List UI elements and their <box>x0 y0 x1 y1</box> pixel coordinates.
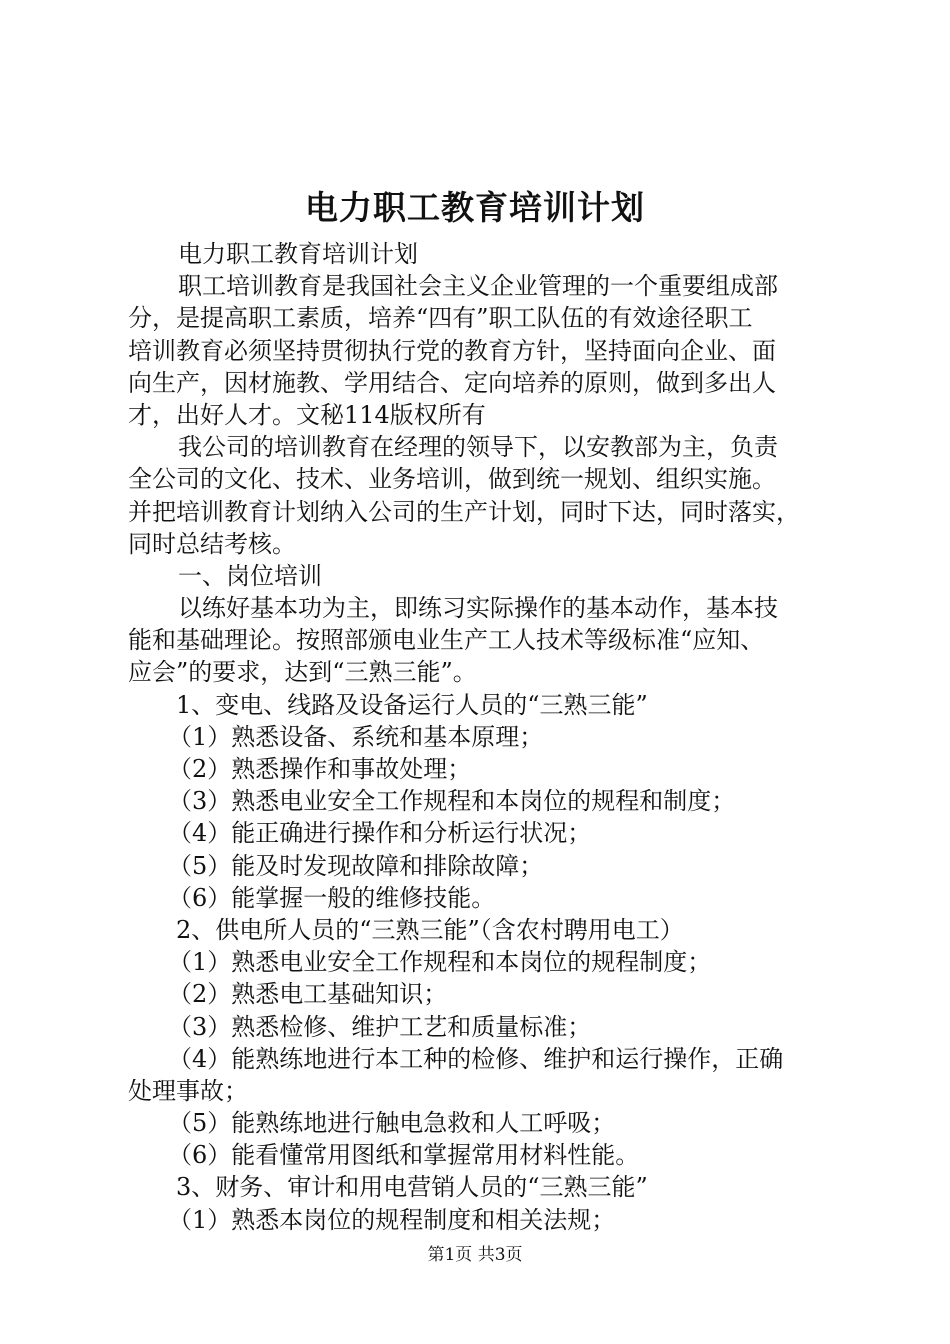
subsection-heading: 3、财务、审计和用电营销人员的“三熟三能” <box>176 1173 648 1202</box>
paragraph-line: 我公司的培训教育在经理的领导下，以安教部为主，负责 <box>178 433 778 462</box>
subsection-heading: 2、供电所人员的“三熟三能”（含农村聘用电工） <box>176 915 684 944</box>
list-item: （4）能正确进行操作和分析运行状况； <box>168 819 592 848</box>
document-title: 电力职工教育培训计划 <box>305 188 645 227</box>
paragraph-line: 以练好基本功为主，即练习实际操作的基本动作，基本技 <box>178 594 778 623</box>
paragraph-line: 向生产，因材施教、学用结合、定向培养的原则，做到多出人 <box>128 368 776 397</box>
paragraph-line: 全公司的文化、技术、业务培训，做到统一规划、组织实施。 <box>128 465 776 494</box>
paragraph-line: 处理事故； <box>128 1076 248 1105</box>
paragraph-line: 职工培训教育是我国社会主义企业管理的一个重要组成部 <box>178 272 778 301</box>
document-body <box>128 238 838 1236</box>
list-item: （1）熟悉本岗位的规程制度和相关法规； <box>168 1205 616 1234</box>
paragraph-line: 并把培训教育计划纳入公司的生产计划，同时下达，同时落实， <box>128 497 800 526</box>
list-item: （5）能熟练地进行触电急救和人工呼吸； <box>168 1109 616 1138</box>
paragraph-line: 培训教育必须坚持贯彻执行党的教育方针，坚持面向企业、面 <box>128 336 776 365</box>
paragraph-line: 应会”的要求，达到“三熟三能”。 <box>128 658 477 687</box>
paragraph-line: 电力职工教育培训计划 <box>178 240 418 268</box>
paragraph-line: 同时总结考核。 <box>128 529 296 558</box>
list-item: （6）能看懂常用图纸和掌握常用材料性能。 <box>168 1141 640 1170</box>
list-item: （1）熟悉电业安全工作规程和本岗位的规程制度； <box>168 948 712 977</box>
paragraph-line: 分，是提高职工素质，培养“四有”职工队伍的有效途径职工 <box>128 304 753 333</box>
list-item: （5）能及时发现故障和排除故障； <box>168 851 544 880</box>
list-item: （2）熟悉操作和事故处理； <box>168 755 472 783</box>
list-item: （4）能熟练地进行本工种的检修、维护和运行操作，正确 <box>168 1044 784 1073</box>
list-item: （2）熟悉电工基础知识； <box>168 980 448 1009</box>
paragraph-line: 才，出好人才。文秘114版权所有 <box>128 400 486 429</box>
list-item: （6）能掌握一般的维修技能。 <box>168 883 496 912</box>
subsection-heading: 1、变电、线路及设备运行人员的“三熟三能” <box>176 690 648 719</box>
section-heading: 一、岗位培训 <box>178 561 322 590</box>
paragraph-line: 能和基础理论。按照部颁电业生产工人技术等级标准“应知、 <box>128 626 765 655</box>
list-item: （1）熟悉设备、系统和基本原理； <box>168 722 544 751</box>
list-item: （3）熟悉检修、维护工艺和质量标准； <box>168 1012 592 1041</box>
list-item: （3）熟悉电业安全工作规程和本岗位的规程和制度； <box>168 787 736 816</box>
page-number-footer: 第1页 共3页 <box>427 1245 523 1265</box>
